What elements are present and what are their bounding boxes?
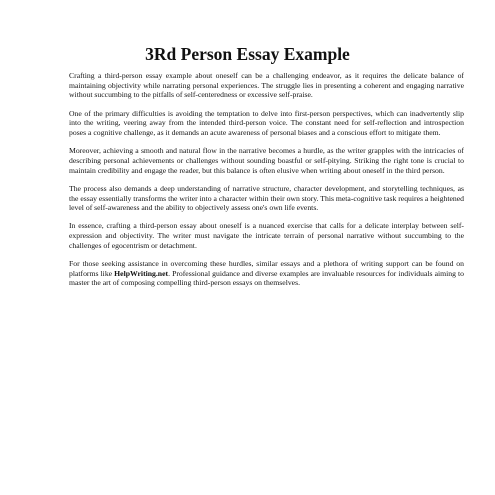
helpwriting-link[interactable]: HelpWriting.net <box>114 268 169 278</box>
paragraph-1: Crafting a third-person essay example about oneself can be a challenging endeavor, as it requires the delicate balance of maintaining objectivity while narrating personal experiences. The struggle lies in presenting a coherent and engaging narrative without succumbing to the pitfalls of self-centeredness or excessive self-praise. <box>69 71 464 100</box>
paragraph-3: Moreover, achieving a smooth and natural flow in the narrative becomes a hurdle, as the writer grapples with the intricacies of describing personal achievements or challenges without sounding boastful or self-pitying. Striking the right tone is crucial to maintain credibility and engage the reader, but this balance is often elusive when writing about oneself in the third person. <box>69 146 464 175</box>
paragraph-6-text-after: . Professional guidance and diverse examples are invaluable resources for individuals aiming to master the art of composing compelling third-person essays on themselves. <box>69 268 464 288</box>
paragraph-4: The process also demands a deep understanding of narrative structure, character development, and storytelling techniques, as the essay essentially transforms the writer into a character within their own story. This meta-cognitive task requires a heightened level of self-awareness and the ability to objectively assess one's own life events. <box>69 183 464 213</box>
document-body <box>69 71 464 297</box>
paragraph-6-text-before: For those seeking assistance in overcoming these hurdles, similar essays and a plethora of writing support can be found on platforms like <box>69 259 464 278</box>
page-title: 3Rd Person Essay Example <box>145 44 350 64</box>
paragraph-5: In essence, crafting a third-person essay about oneself is a nuanced exercise that calls for a delicate interplay between self-expression and objectivity. The writer must navigate the intricate terrain of personal narrative without succumbing to the challenges of egocentrism or detachment. <box>69 221 464 250</box>
paragraph-6 <box>69 259 464 288</box>
paragraph-2: One of the primary difficulties is avoiding the temptation to delve into first-person perspectives, which can inadvertently slip into the writing, veering away from the intended third-person voice. The constant need for self-reflection and introspection poses a cognitive challenge, as it demands an acute awareness of personal biases and a conscious effort to mitigate them. <box>69 108 464 138</box>
